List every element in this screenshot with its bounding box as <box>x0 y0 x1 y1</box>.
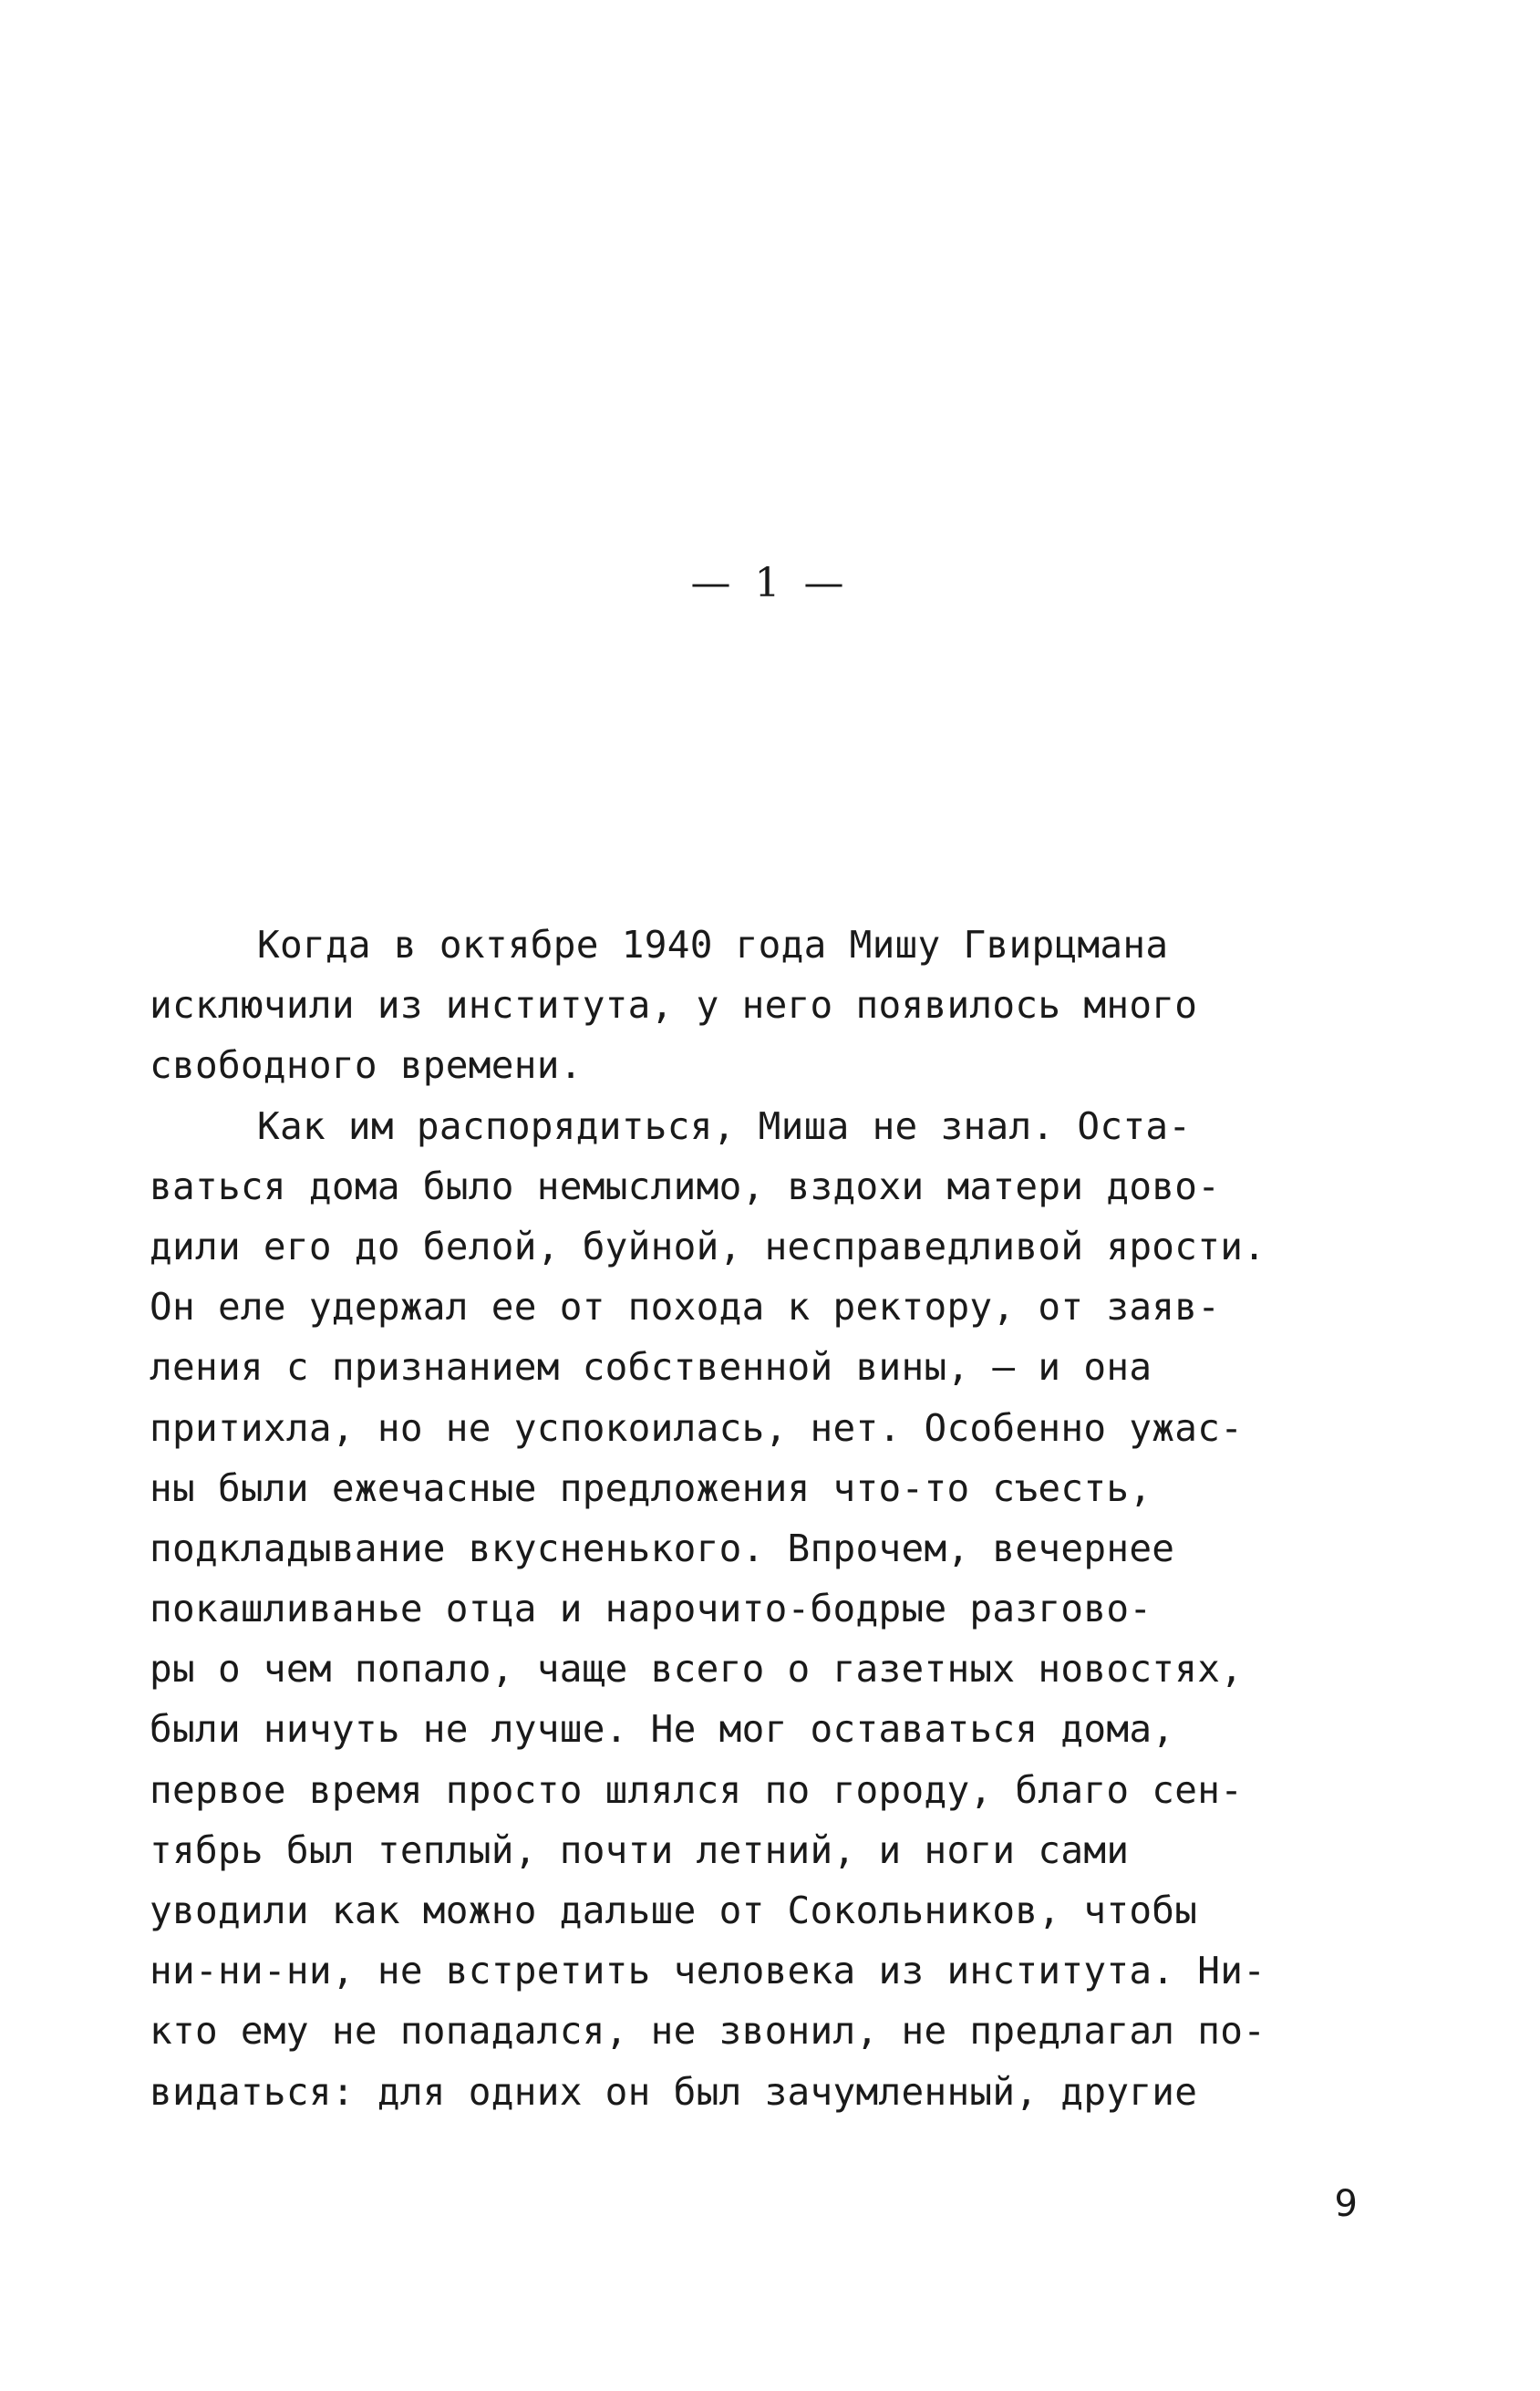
text-line: исключили из института, у него появилось много <box>150 983 1198 1028</box>
body-text <box>150 915 1355 2122</box>
text-line: Как им распорядиться, Миша не знал. Оста- <box>257 1103 1192 1148</box>
text-line: ны были ежечасные предложения что-то съесть, <box>150 1465 1152 1510</box>
chapter-heading: — 1 — <box>690 560 850 606</box>
text-line: покашливанье отца и нарочито-бодрые разгово- <box>150 1587 1152 1631</box>
text-line: ваться дома было немыслимо, вздохи матери дово- <box>150 1164 1221 1208</box>
text-line: дили его до белой, буйной, несправедливой ярости. <box>150 1224 1266 1268</box>
text-line: кто ему не попадался, не звонил, не предлагал по- <box>150 2009 1266 2054</box>
page-number: 9 <box>1334 2183 1358 2225</box>
text-line: первое время просто шлялся по городу, благо сен- <box>150 1767 1244 1812</box>
text-line: свободного времени. <box>150 1043 583 1088</box>
text-line: видаться: для одних он был зачумленный, другие <box>150 2069 1198 2114</box>
text-line: ры о чем попало, чаще всего о газетных новостях, <box>150 1647 1244 1692</box>
text-line: притихла, но не успокоилась, нет. Особенно ужас- <box>150 1405 1244 1450</box>
text-line: Когда в октябре 1940 года Мишу Гвирцмана <box>257 923 1169 967</box>
text-line: ни-ни-ни, не встретить человека из института. Ни- <box>150 1949 1266 1993</box>
text-line: тябрь был теплый, почти летний, и ноги сами <box>150 1827 1130 1872</box>
text-line: Он еле удержал ее от похода к ректору, от заяв- <box>150 1285 1221 1330</box>
text-line: подкладывание вкусненького. Впрочем, вечернее <box>150 1526 1175 1570</box>
text-line: уводили как можно дальше от Сокольников, чтобы <box>150 1889 1198 1932</box>
text-line: ления с признанием собственной вины, — и она <box>150 1345 1152 1390</box>
text-line: были ничуть не лучше. Не мог оставаться дома, <box>150 1707 1175 1752</box>
